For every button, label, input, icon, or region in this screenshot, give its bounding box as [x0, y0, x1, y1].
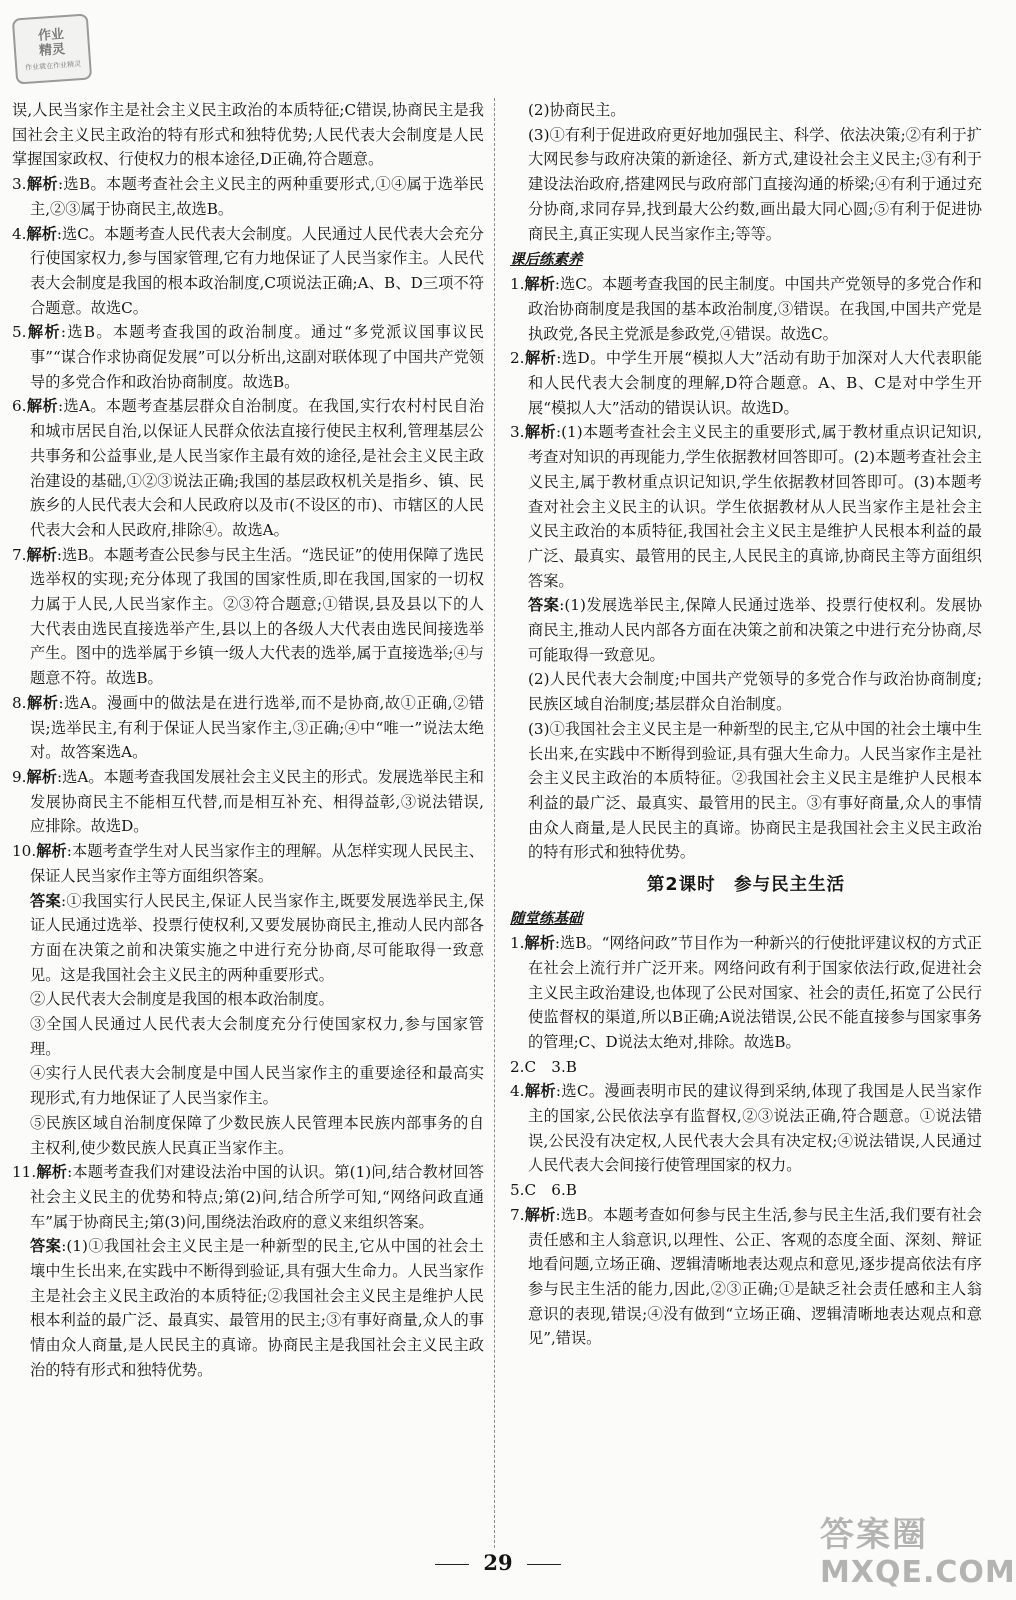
answer-item-3	[12, 172, 484, 221]
page-number-dash-right	[527, 1564, 561, 1565]
answer-item-5	[12, 320, 484, 394]
item-label: 解析	[524, 1082, 556, 1101]
practice-3-answer-1	[510, 593, 982, 667]
column-divider	[494, 98, 495, 1548]
answer-11-part-1	[12, 1234, 484, 1382]
item-number: 3.	[12, 175, 27, 194]
answer-11-part-3: (3)①有利于促进政府更好地加强民主、科学、依法决策;②有利于扩大网民参与政府决策的新途径、新方式,建设社会主义民主;③有利于建设法治政府,搭建网民与政府部门直接沟通的桥梁;④有利于通过充分协商,求同存异,找到最大公约数,画出最大同心圆;⑤有利于促进协商民主,真正实现人民当家作主;等等。	[528, 125, 982, 243]
item-number: 4.	[12, 224, 27, 243]
basic-item-4	[510, 1079, 982, 1178]
stamp-line-2: 精灵	[38, 41, 66, 59]
item-label: 解析	[36, 842, 67, 861]
practice-3-answer-3: (3)①我国社会主义民主是一种新型的民主,它从中国的社会土壤中生长出来,在实践中不断得到验证,具有强大生命力。人民当家作主是社会主义民主政治的本质特征。②我国社会主义民主是维护人民根本利益的最广泛、最真实、最管用的民主。③有事好商量,众人的事情由众人商量,是人民民主的真谛。协商民主是我国社会主义民主政治的特有形式和独特优势。	[528, 719, 982, 862]
answer-item-8	[12, 691, 484, 765]
item-label: 解析	[524, 275, 555, 294]
basic-items-5-6: 5.C 6.B	[510, 1181, 577, 1200]
item-text: :选C。本题考查我国的民主制度。中国共产党领导的多党合作和政治协商制度是我国的基本政治制度,③错误。在我国,中国共产党是执政党,各民主党派是参政党,④错误。故选C。	[528, 275, 982, 343]
stamp-line-3: 作业就在作业精灵	[24, 59, 82, 72]
item-text: :本题考查我们对建设法治中国的认识。第(1)问,结合教材回答社会主义民主的优势和特点;第(2)问,结合所学可知,“网络问政直通车”属于协商民主;第(3)问,围绕法治政府的意义来组织答案。	[30, 1163, 484, 1231]
answer-item-11	[12, 1160, 484, 1234]
item-text: :选C。漫画表明市民的建议得到采纳,体现了我国是人民当家作主的国家,公民依法享有监督权,②③说法正确,符合题意。①说法错误,公民没有决定权,人民代表大会具有决定权;④说法错误,人民通过人民代表大会间接行使管理国家的权力。	[528, 1082, 983, 1175]
answer-11-part-2: (2)协商民主。	[528, 101, 626, 119]
logo-stamp	[12, 13, 92, 84]
item-text: :选A。本题考查我国发展社会主义民主的形式。发展选举民主和发展协商民主不能相互代替,而是相互补充、相得益彰,③说法错误,应排除。故选D。	[30, 767, 484, 836]
item-text: :本题考查学生对人民当家作主的理解。从怎样实现人民民主、保证人民当家作主等方面组织答案。	[30, 842, 484, 885]
item-label: 解析	[26, 545, 57, 564]
page-number-dash-left	[435, 1564, 469, 1565]
item-label: 解析	[524, 934, 555, 953]
item-text: :选B。本题考查如何参与民主生活,参与民主生活,我们要有社会责任感和主人翁意识,以理性、公正、客观的态度全面、深刻、辩证地看问题,立场正确、逻辑清晰地表达观点和意见,逐步提高依法有序参与民主生活的能力,因此,②③正确;①是缺乏社会责任感和主人翁意识的表现,错误;④没有做到“立场正确、逻辑清晰地表达观点和意见”,错误。	[528, 1205, 982, 1348]
item-text: :选B。“网络问政”节目作为一种新兴的行使批评建议权的方式正在社会上流行并广泛开来。网络问政有利于国家依法行政,促进社会主义民主政治建设,也体现了公民对国家、社会的责任,拓宽了公民行使监督权的渠道,所以B正确;A说法错误,公民不能直接参与国家事务的管理;C、D说法太绝对,排除。故选B。	[528, 934, 982, 1051]
item-number: 10.	[12, 842, 37, 861]
answer-text: :(1)发展选举民主,保障人民通过选举、投票行使权利。发展协商民主,推动人民内部各方面在决策之前和决策之中进行充分协商,尽可能取得一致意见。	[528, 596, 982, 664]
item-text: :选A。漫画中的做法是在进行选举,而不是协商,故①正确,②错误;选举民主,有利于保证人民当家作主,③正确;④中“唯一”说法太绝对。故答案选A。	[30, 693, 485, 762]
watermark-line-2: MXQE.COM	[820, 1555, 1016, 1590]
answer-item-9	[12, 765, 484, 839]
answer-label: 答案	[30, 891, 61, 910]
item-number: 4.	[510, 1082, 525, 1101]
answer-10-part-2: ②人民代表大会制度是我国的根本政治制度。	[30, 990, 334, 1009]
item-number: 3.	[510, 423, 525, 442]
practice-3-answer-2: (2)人民代表大会制度;中国共产党领导的多党合作与政治协商制度;民族区域自治制度;基层群众自治制度。	[528, 670, 982, 714]
item-label: 解析	[36, 1163, 68, 1182]
answer-10-part-1	[12, 889, 484, 988]
practice-item-1	[510, 272, 982, 346]
practice-item-2	[510, 346, 982, 420]
left-column	[12, 98, 484, 1383]
page-number-text: 29	[483, 1550, 513, 1575]
item-number: 2.	[510, 349, 525, 368]
item-label: 解析	[524, 349, 557, 368]
item-text: :选D。中学生开展“模拟人大”活动有助于加深对人大代表职能和人民代表大会制度的理解,D符合题意。A、B、C是对中学生开展“模拟人大”活动的错误认识。故选D。	[528, 349, 983, 417]
item-label: 解析	[524, 423, 556, 442]
stamp-line-1: 作业	[37, 26, 65, 44]
answer-item-7	[12, 543, 484, 691]
right-column	[510, 98, 982, 1351]
item-text: :选B。本题考查公民参与民主生活。“选民证”的使用保障了选民选举权的实现;充分体现了我国的国家性质,即在我国,国家的一切权力属于人民,人民当家作主。②③符合题意;①错误,县及县以下的人大代表由选民直接选举产生,县以上的各级人大代表由选民间接选举产生。图中的选举属于乡镇一级人大代表的选举,属于直接选举;④与题意不符。故选B。	[30, 545, 484, 688]
item-number: 11.	[12, 1163, 37, 1182]
answer-label: 答案	[30, 1237, 62, 1256]
answer-text: :(1)①我国社会主义民主是一种新型的民主,它从中国的社会土壤中生长出来,在实践中不断得到验证,具有强大生命力。人民当家作主是社会主义民主政治的本质特征;②我国社会主义民主是维护人民根本利益的最广泛、最真实、最管用的民主;③有事好商量,众人的事情由众人商量,是人民民主的真谛。协商民主是我国社会主义民主政治的特有形式和独特优势。	[30, 1237, 484, 1379]
answer-10-part-3: ③全国人民通过人民代表大会制度充分行使国家权力,参与国家管理。	[30, 1015, 484, 1058]
answer-10-part-5: ⑤民族区域自治制度保障了少数民族人民管理本民族内部事务的自主权利,使少数民族人民真正当家作主。	[30, 1113, 484, 1157]
answer-10-part-4: ④实行人民代表大会制度是中国人民当家作主的重要途径和最高实现形式,有力地保证了人民当家作主。	[30, 1064, 484, 1108]
item-label: 解析	[26, 767, 57, 786]
item-label: 解析	[26, 175, 58, 194]
item-text: :选A。本题考查基层群众自治制度。在我国,实行农村村民自治和城市居民自治,以保证人民群众依法直接行使民主权利,管理基层公共事务和公益事业,是人民当家作主最有效的途径,是社会主义民主政治建设的基础,①②③说法正确;我国的基层政权机关是指乡、镇、民族乡的人民代表大会和人民政府以及市(不设区的市)、市辖区的人民代表大会和人民政府,排除④。故选A。	[30, 397, 485, 539]
item-number: 7.	[510, 1205, 525, 1224]
watermark-line-1: 答案圈	[820, 1515, 928, 1555]
basic-items-2-3: 2.C 3.B	[510, 1057, 577, 1076]
watermark-logo	[820, 1514, 1016, 1596]
item-label: 解析	[26, 693, 59, 712]
answer-text: :①我国实行人民民主,保证人民当家作主,既要发展选举民主,保证人民通过选举、投票行使权利,又要发展协商民主,推动人民内部各方面在决策之前和决策实施之中进行充分协商,尽可能取得一致意见。这是我国社会主义民主的两种重要形式。	[30, 891, 484, 984]
answer-item-10	[12, 839, 484, 888]
item-text: :选B。本题考查我国的政治制度。通过“多党派议国事议民事”“谋合作求协商促发展”可以分析出,这副对联体现了中国共产党领导的多党合作和政治协商制度。故选B。	[30, 323, 485, 391]
answer-item-4	[12, 222, 484, 321]
item-number: 6.	[12, 397, 27, 416]
item-label: 解析	[524, 1205, 556, 1224]
lesson-title: 第2课时 参与民主生活	[646, 875, 846, 896]
item-number: 5.	[12, 323, 27, 342]
item-number: 8.	[12, 693, 27, 712]
item-label: 解析	[26, 323, 61, 342]
item-label: 解析	[26, 397, 58, 416]
practice-item-3	[510, 420, 982, 593]
basic-item-7	[510, 1203, 982, 1351]
item-number: 1.	[510, 275, 525, 294]
item-number: 9.	[12, 767, 27, 786]
item-text: :选B。本题考查社会主义民主的两种重要形式,①④属于选举民主,②③属于协商民主,故选B。	[30, 175, 484, 218]
item-text: :选C。本题考查人民代表大会制度。人民通过人民代表大会充分行使国家权力,参与国家管理,它有力地保证了人民当家作主。人民代表大会制度是我国的根本政治制度,C项说法正确;A、B、D三项不符合题意。故选C。	[30, 224, 484, 317]
section-heading-in-class: 随堂练基础	[510, 911, 583, 928]
item-number: 1.	[510, 934, 525, 953]
item-number: 7.	[12, 545, 27, 564]
answer-label: 答案	[528, 596, 560, 615]
answer-item-6	[12, 394, 484, 542]
item-label: 解析	[26, 224, 57, 243]
section-heading-after-class: 课后练素养	[510, 252, 583, 269]
basic-item-1	[510, 931, 982, 1055]
continued-paragraph: 误,人民当家作主是社会主义民主政治的本质特征;C错误,协商民主是我国社会主义民主政治的特有形式和独特优势;人民代表大会制度是人民掌握国家政权、行使权力的根本途径,D正确,符合题意。	[12, 101, 484, 169]
item-text: :(1)本题考查社会主义民主的重要形式,属于教材重点识记知识,考查对知识的再现能力,学生依据教材回答即可。(2)本题考查社会主义民主,属于教材重点识记知识,学生依据教材回答即可。(3)本题考查对社会主义民主的认识。学生依据教材从人民当家作主是社会主义民主政治的本质特征,我国社会主义民主是维护人民根本利益的最广泛、最真实、最管用的民主,人民民主的真谛,协商民主等方面组织答案。	[528, 423, 982, 590]
